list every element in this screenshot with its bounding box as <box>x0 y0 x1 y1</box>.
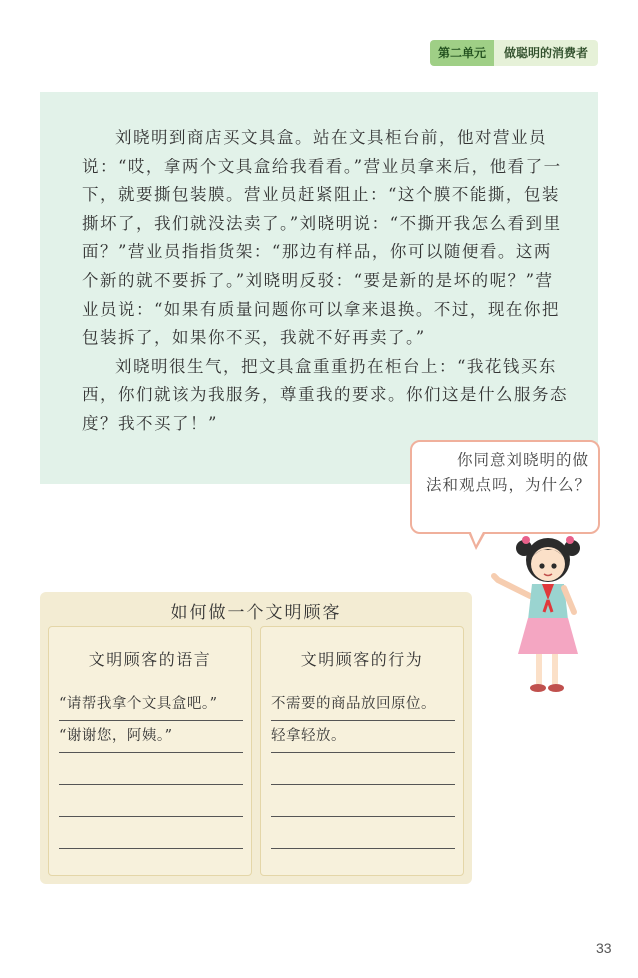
language-heading: 文明顾客的语言 <box>88 650 212 669</box>
behavior-line[interactable]: 轻拿轻放。 <box>271 721 455 753</box>
activity-box <box>40 592 472 884</box>
activity-title: 如何做一个文明顾客 <box>170 603 342 623</box>
behavior-line[interactable] <box>271 817 455 849</box>
language-line[interactable] <box>59 753 243 785</box>
bubble-question: 你同意刘晓明的做法和观点吗，为什么？ <box>426 451 592 494</box>
story-paragraph-2: 刘晓明很生气，把文具盒重重扔在柜台上：“我花钱买东西，你们就该为我服务，尊重我的要求。你们这是什么服务态度？我不买了！” <box>82 356 568 433</box>
language-line[interactable]: “请帮我拿个文具盒吧。” <box>59 689 243 721</box>
speech-bubble <box>410 440 600 534</box>
behavior-heading: 文明顾客的行为 <box>300 650 424 669</box>
language-line[interactable] <box>59 817 243 849</box>
page-header <box>430 40 598 66</box>
girl-illustration <box>490 528 600 696</box>
behavior-column <box>260 626 464 876</box>
behavior-line[interactable] <box>271 753 455 785</box>
unit-label: 第二单元 <box>430 40 494 66</box>
language-line[interactable] <box>59 785 243 817</box>
language-line[interactable]: “谢谢您，阿姨。” <box>59 721 243 753</box>
page-number: 33 <box>596 940 612 956</box>
unit-title: 做聪明的消费者 <box>494 40 598 66</box>
behavior-line[interactable] <box>271 785 455 817</box>
language-column <box>48 626 252 876</box>
bubble-tail-inner <box>470 530 484 545</box>
story-paragraph-1: 刘晓明到商店买文具盒。站在文具柜台前，他对营业员说：“哎，拿两个文具盒给我看看。”营业员拿来后，他看了一下，就要撕包装膜。营业员赶紧阻止：“这个膜不能撕，包装撕坏了，我们就没法卖了。”刘晓明说：“不撕开我怎么看到里面？”营业员指指货架：“那边有样品，你可以随便看。这两个新的就不要拆了。”刘晓明反驳：“要是新的是坏的呢？”营业员说：“如果有质量问题你可以拿来退换。不过，现在你把包装拆了，如果你不买，我就不好再卖了。” <box>82 128 562 348</box>
story-panel <box>40 92 598 484</box>
behavior-line[interactable]: 不需要的商品放回原位。 <box>271 689 455 721</box>
